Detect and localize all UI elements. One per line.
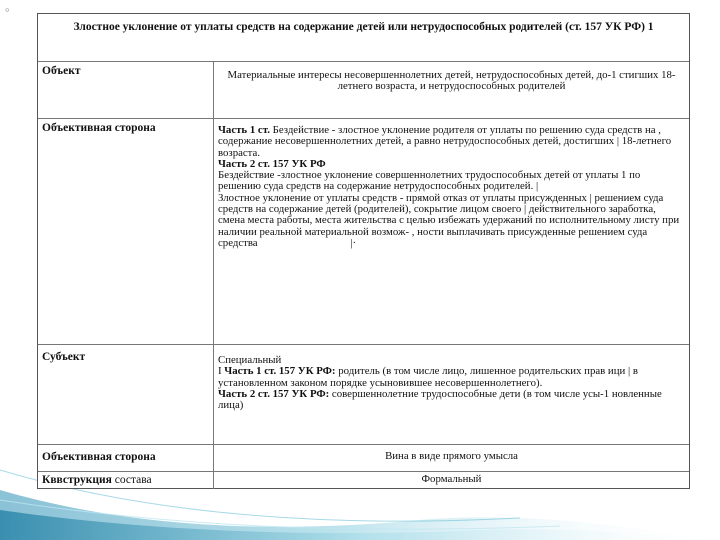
row-label-construction-bold: Кввструкция [42,474,112,486]
table-title: Злостное уклонение от уплаты средств на содержание детей или нетрудоспособных родителей (ст. 157 УК РФ) 1 [73,21,654,33]
table-row-object [38,62,689,119]
row-label-objective-side: Объективная сторона [38,119,214,344]
slide-bullet: ◦ [4,4,11,17]
table-row-title [38,14,689,62]
subject-part2 [218,389,685,412]
objective-definition [218,193,685,249]
objective-definition-text: Злостное уклонение от уплаты средств - прямой отказ от уплаты присужденных | решением суда средств на содержание детей (родителей), сокрытие лицом своего | действительного заработка, смена места работы, места жительства с целью избежать удержаний по исполнительному листу при наличии реальной материальной возмож- , ности выплачивать присужденные решением суда средства [218,191,680,249]
article-157-table [37,13,690,489]
row-label-construction-text: состава [111,474,152,486]
row-label-construction [38,472,214,489]
subject-part2-text: совершеннолетние трудоспособные дети (в том числе усы-1 новленные лица) [218,387,662,412]
subject-part2-heading: Часть 2 ст. 157 УК РФ: [218,387,330,400]
subject-part1-text: родитель (в том числе лицо, лишенное родительских прав ици | в установленном законом порядке усыновившее несовершеннолетнего). [218,365,638,389]
row-value-construction: Формальный [421,473,482,485]
objective-definition-tail: |· [350,236,357,249]
table-row-subject [38,345,689,445]
table-row-subjective-side [38,445,689,472]
subject-type: Специальный [218,354,282,366]
row-value-objective-side [214,119,689,344]
row-value-object: Материальные интересы несовершеннолетних детей, нетрудоспособных детей, до-1 стигших 18-летнего возраста, и нетрудоспособных родителей [227,69,676,93]
subject-part1-heading: Часть 1 ст. 157 УК РФ: [224,365,336,378]
objective-part1 [218,125,685,159]
subject-part1-prefix: I [218,365,225,378]
row-label-object: Объект [38,62,214,118]
objective-part2-text: Бездействие -злостное уклонение совершеннолетних трудоспособных детей от уплаты 1 по решению суда средств на содержание нетрудоспособных родителей. | [218,169,641,193]
objective-part2-heading-text: Часть 2 ст. 157 УК РФ [218,157,326,170]
row-label-subjective-side: Объективная сторона [38,445,214,471]
subject-part1 [218,366,685,389]
objective-part1-text: Бездействие - злостное уклонение родителя от уплаты по решению суда средств на , содержание несовершеннолетних детей, а равно нетрудоспособных детей, достигших | 18-летнего возраста. [218,124,672,159]
row-value-subject [214,345,689,444]
table-row-objective-side [38,119,689,345]
row-value-subjective-side: Вина в виде прямого умысла [385,450,518,462]
table-row-construction [38,472,689,489]
row-label-subject: Субъект [38,345,214,444]
objective-part1-heading: Часть 1 ст. [218,124,270,136]
